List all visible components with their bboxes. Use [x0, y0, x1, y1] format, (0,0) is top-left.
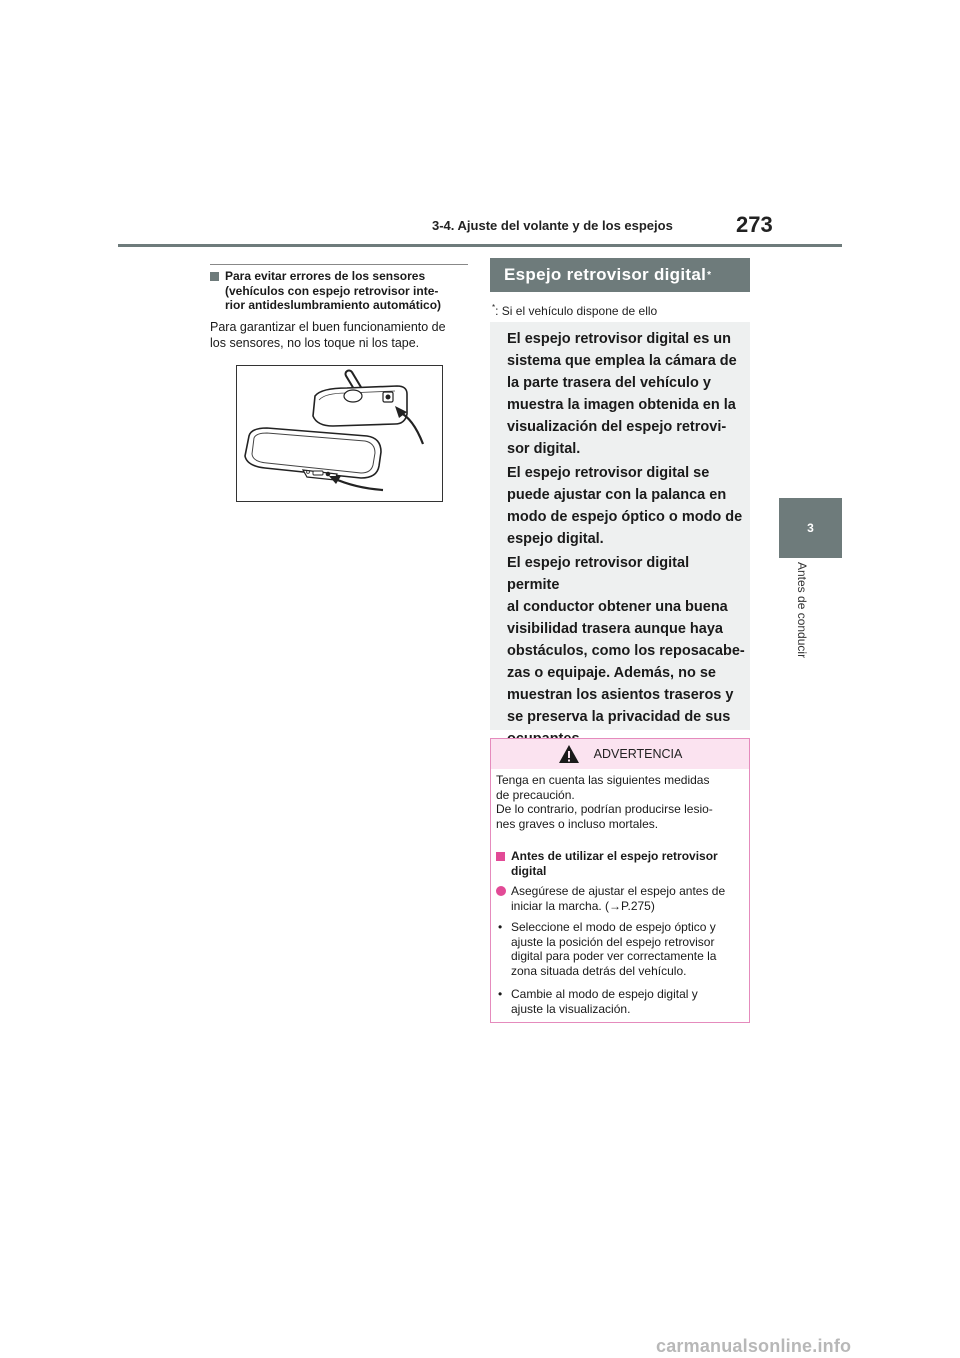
- section-title: 3-4. Ajuste del volante y de los espejos: [432, 218, 673, 233]
- footnote-text: : Si el vehículo dispone de ello: [495, 304, 658, 318]
- section-heading: [490, 258, 750, 292]
- warning-bullet-line: Seleccione el modo de espejo óptico y: [511, 920, 716, 934]
- watermark: carmanualsonline.info: [656, 1336, 852, 1356]
- intro-line: puede ajustar con la palanca en: [507, 487, 727, 503]
- warning-subheading-line: digital: [511, 863, 547, 878]
- dot-bullet: •: [498, 920, 503, 934]
- warning-subheading-line: Antes de utilizar el espejo retrovisor: [511, 849, 718, 863]
- square-bullet-icon: [496, 852, 505, 861]
- warning-intro-line: De lo contrario, podrían producirse lesio-: [496, 802, 713, 816]
- warning-triangle-icon: [558, 744, 580, 764]
- note-heading: [210, 269, 468, 313]
- warning-box: [490, 738, 750, 1023]
- note-body-line: los sensores, no los toque ni los tape.: [210, 335, 420, 350]
- warning-bullet: [496, 920, 744, 978]
- note-heading-line: Para evitar errores de los sensores: [225, 269, 426, 283]
- intro-line: se preserva la privacidad de sus: [507, 709, 731, 725]
- warning-intro-line: Tenga en cuenta las siguientes medidas: [496, 773, 710, 787]
- chapter-tab: [779, 498, 842, 558]
- warning-subheading: [496, 849, 744, 878]
- footnote: [492, 303, 657, 318]
- chapter-label: [794, 562, 810, 692]
- intro-line: al conductor obtener una buena: [507, 599, 728, 615]
- intro-panel: [490, 322, 750, 730]
- warning-bullet: [496, 987, 744, 1016]
- intro-line: la parte trasera del vehículo y: [507, 375, 711, 391]
- intro-line: El espejo retrovisor digital se: [507, 465, 710, 481]
- warning-intro: [496, 773, 744, 831]
- note-rule: [210, 264, 468, 265]
- circle-bullet-icon: [496, 886, 506, 896]
- warning-label: ADVERTENCIA: [593, 747, 683, 761]
- header-rule: [118, 244, 842, 247]
- intro-paragraph: [507, 462, 745, 550]
- note-body: [210, 320, 472, 351]
- warning-intro-line: de precaución.: [496, 787, 575, 802]
- intro-line: sistema que emplea la cámara de: [507, 353, 737, 369]
- section-heading-text: Espejo retrovisor digital: [504, 265, 707, 284]
- warning-bullet-line: zona situada detrás del vehículo.: [511, 963, 687, 978]
- note-heading-line: rior antideslumbramiento automático): [225, 298, 442, 312]
- rearview-mirror-icon: [237, 366, 442, 501]
- note-body-line: Para garantizar el buen funcionamiento de: [210, 320, 446, 334]
- intro-line: modo de espejo óptico o modo de: [507, 509, 743, 525]
- warning-header: [491, 739, 749, 769]
- intro-line: visibilidad trasera aunque haya: [507, 621, 723, 637]
- warning-bullet-line: ajuste la posición del espejo retrovisor: [511, 934, 715, 949]
- warning-bullet-line: Cambie al modo de espejo digital y: [511, 987, 698, 1001]
- intro-line: obstáculos, como los reposacabe-: [507, 643, 745, 659]
- square-bullet-icon: [210, 272, 219, 281]
- warning-bullet-line: digital para poder ver correctamente la: [511, 949, 717, 963]
- warning-item: [496, 884, 744, 913]
- chapter-label-text: Antes de conducir: [795, 562, 809, 659]
- intro-line: visualización del espejo retrovi-: [507, 419, 727, 435]
- dot-bullet: •: [498, 987, 503, 1001]
- intro-line: muestra la imagen obtenida en la: [507, 397, 736, 413]
- heading-asterisk: *: [707, 269, 712, 281]
- page-number: 273: [736, 212, 773, 237]
- mirror-sensor-illustration: [236, 365, 443, 502]
- warning-item-line: iniciar la marcha. (→P.275): [511, 898, 655, 913]
- intro-line: El espejo retrovisor digital permite: [507, 555, 690, 593]
- warning-item-line: Asegúrese de ajustar el espejo antes de: [511, 884, 726, 898]
- intro-paragraph: [507, 552, 745, 750]
- warning-bullet-line: ajuste la visualización.: [511, 1001, 631, 1016]
- note-heading-line: (vehículos con espejo retrovisor inte-: [225, 283, 439, 298]
- footnote-asterisk: *: [492, 303, 496, 312]
- intro-paragraph: [507, 328, 745, 460]
- intro-line: sor digital.: [507, 441, 581, 457]
- intro-line: zas o equipaje. Además, no se: [507, 665, 716, 681]
- chapter-number: 3: [807, 521, 814, 535]
- intro-line: espejo digital.: [507, 531, 604, 547]
- intro-line: El espejo retrovisor digital es un: [507, 331, 732, 347]
- warning-intro-line: nes graves o incluso mortales.: [496, 816, 659, 831]
- intro-line: muestran los asientos traseros y: [507, 687, 734, 703]
